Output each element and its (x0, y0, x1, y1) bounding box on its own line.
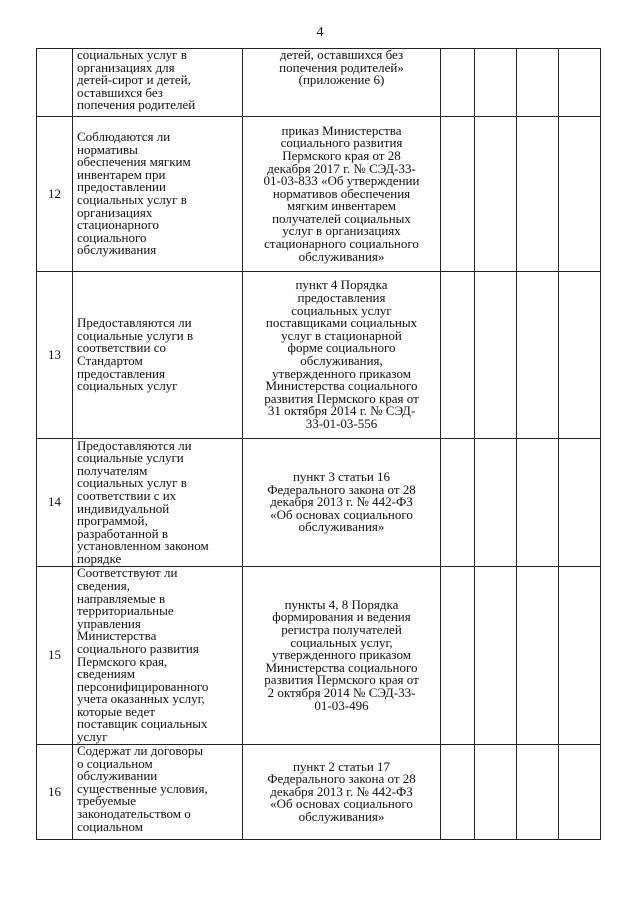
table-row (37, 49, 601, 117)
table-row (37, 567, 601, 745)
question-cell (73, 272, 243, 439)
legal-basis-text: пункт 4 Порядка предоставления социальных услуг поставщиками социальных услуг в стационарной форме социального обслуживания, утвержденного приказом Министерства социального развития Пермского края от 31 октября 2014 г. № СЭД- 33-01-03-556 (264, 277, 419, 431)
legal-basis-text: пункт 2 статьи 17 Федерального закона от 28 декабря 2013 г. № 442-ФЗ «Об основах социального обслуживания» (267, 758, 416, 824)
table-row (37, 439, 601, 567)
answer-note-cell[interactable] (559, 272, 601, 439)
answer-note-cell[interactable] (559, 567, 601, 745)
answer-note-cell[interactable] (559, 49, 601, 117)
legal-basis-cell (243, 567, 441, 745)
table-row (37, 272, 601, 439)
checklist-table (36, 48, 601, 840)
question-cell (73, 745, 243, 840)
answer-no-cell[interactable] (475, 567, 517, 745)
answer-na-cell[interactable] (517, 49, 559, 117)
answer-na-cell[interactable] (517, 567, 559, 745)
table-row (37, 117, 601, 272)
legal-basis-text: пункт 3 статьи 16 Федерального закона от 28 декабря 2013 г. № 442-ФЗ «Об основах социального обслуживания» (267, 469, 416, 535)
answer-note-cell[interactable] (559, 117, 601, 272)
answer-yes-cell[interactable] (441, 567, 475, 745)
answer-yes-cell[interactable] (441, 439, 475, 567)
answer-note-cell[interactable] (559, 745, 601, 840)
legal-basis-text: пункты 4, 8 Порядка формирования и ведения регистра получателей социальных услуг, утвержденного приказом Министерства социального развития Пермского края от 2 октября 2014 № СЭД-33- 01-03-496 (264, 596, 419, 713)
question-text: Содержат ли договоры о социальном обслуживании существенные условия, требуемые законодательством о социальном (77, 744, 208, 834)
answer-na-cell[interactable] (517, 117, 559, 272)
row-number (37, 49, 73, 117)
answer-yes-cell[interactable] (441, 272, 475, 439)
question-text: Соответствуют ли сведения, направляемые в территориальные управления Министерства социального развития Пермского края, сведениям персонифицированного учета оказанных услуг, которые ведет поставщик социальных услуг (77, 566, 209, 745)
table-row (37, 745, 601, 840)
legal-basis-cell (243, 117, 441, 272)
page-number: 4 (316, 25, 324, 40)
answer-no-cell[interactable] (475, 272, 517, 439)
legal-basis-cell (243, 272, 441, 439)
legal-basis-cell (243, 745, 441, 840)
row-number: 12 (37, 117, 73, 272)
answer-yes-cell[interactable] (441, 49, 475, 117)
legal-basis-cell (243, 439, 441, 567)
answer-no-cell[interactable] (475, 49, 517, 117)
answer-note-cell[interactable] (559, 439, 601, 567)
answer-na-cell[interactable] (517, 439, 559, 567)
question-cell (73, 117, 243, 272)
answer-no-cell[interactable] (475, 745, 517, 840)
question-text: Предоставляются ли социальные услуги получателям социальных услуг в соответствии с их индивидуальной программой, разработанной в установленном законом порядке (77, 438, 209, 566)
question-cell (73, 439, 243, 567)
question-cell (73, 49, 243, 117)
legal-basis-cell (243, 49, 441, 117)
answer-no-cell[interactable] (475, 117, 517, 272)
answer-no-cell[interactable] (475, 439, 517, 567)
question-cell (73, 567, 243, 745)
answer-na-cell[interactable] (517, 272, 559, 439)
row-number: 16 (37, 745, 73, 840)
answer-yes-cell[interactable] (441, 117, 475, 272)
question-text: Соблюдаются ли нормативы обеспечения мягким инвентарем при предоставлении социальных услуг в организациях стационарного социального обслуживания (77, 129, 191, 258)
row-number: 14 (37, 439, 73, 567)
legal-basis-text: детей, оставшихся без попечения родителей» (приложение 6) (279, 48, 404, 88)
legal-basis-text: приказ Министерства социального развития Пермского края от 28 декабря 2017 г. № СЭД-33- 01-03-833 «Об утверждении нормативов обеспечения мягким инвентарем получателей социальных услуг в организациях стационарного социального обслуживания» (263, 122, 420, 264)
question-text: Предоставляются ли социальные услуги в соответствии со Стандартом предоставления социальных услуг (77, 315, 194, 394)
row-number: 15 (37, 567, 73, 745)
row-number: 13 (37, 272, 73, 439)
question-text: социальных услуг в организациях для детей-сирот и детей, оставшихся без попечения родителей (77, 48, 196, 113)
answer-na-cell[interactable] (517, 745, 559, 840)
answer-yes-cell[interactable] (441, 745, 475, 840)
